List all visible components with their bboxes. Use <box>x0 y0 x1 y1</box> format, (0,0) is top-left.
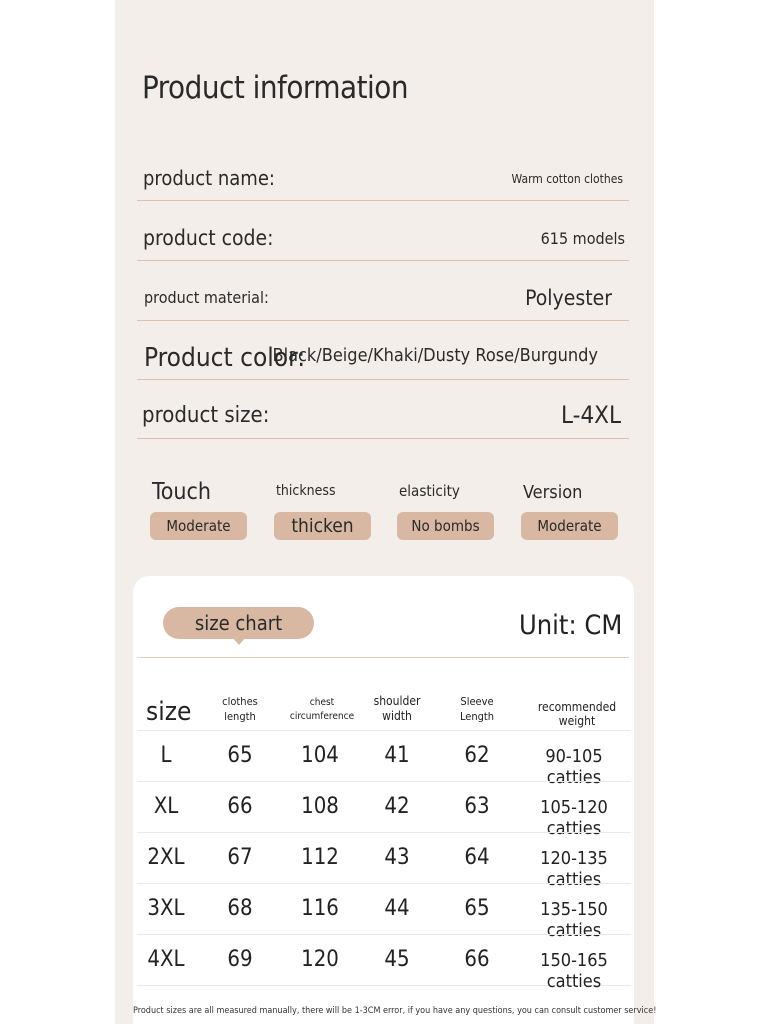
header-line: width <box>382 709 412 723</box>
header-line: circumference <box>289 711 355 722</box>
cell-size: XL <box>153 794 179 819</box>
cell-size: 3XL <box>147 896 185 921</box>
size-chart-title: size chart <box>163 607 314 639</box>
header-weight: recommended weight <box>537 700 617 728</box>
cell-length: 65 <box>227 743 253 768</box>
cell-sleeve: 66 <box>464 947 490 972</box>
field-value: 615 models <box>540 229 625 248</box>
cell-length: 68 <box>227 896 253 921</box>
cell-size: 4XL <box>147 947 185 972</box>
field-label: product name: <box>143 166 275 190</box>
measurement-footnote: Product sizes are all measured manually, there will be 1-3CM error, if you have any questions, you can consult customer service! <box>133 1006 657 1016</box>
attr-touch-badge: Moderate <box>150 512 247 540</box>
header-clothes-length <box>210 694 270 724</box>
cell-sleeve: 62 <box>464 743 490 768</box>
cell-shoulder: 45 <box>384 947 410 972</box>
cell-shoulder: 41 <box>384 743 410 768</box>
cell-length: 69 <box>227 947 253 972</box>
header-sleeve <box>447 694 507 724</box>
attr-elasticity-label: elasticity <box>399 482 460 500</box>
header-line: Sleeve <box>460 695 494 708</box>
attr-thickness-label: thickness <box>276 483 336 499</box>
header-size: size <box>146 697 192 727</box>
cell-size: 2XL <box>147 845 185 870</box>
header-line: chest <box>309 697 335 708</box>
cell-chest: 116 <box>301 896 339 921</box>
field-label: product code: <box>143 226 274 250</box>
cell-sleeve: 65 <box>464 896 490 921</box>
attr-version-label: Version <box>523 482 583 503</box>
cell-weight: 90-105 catties <box>545 746 603 788</box>
header-shoulder <box>367 694 427 724</box>
field-label: product size: <box>142 403 270 428</box>
field-row-name <box>137 162 629 201</box>
field-value: Warm cotton clothes <box>511 172 623 186</box>
field-row-size <box>137 400 629 439</box>
cell-weight: 105-120 catties <box>540 797 608 839</box>
page-title: Product information <box>142 70 409 106</box>
cell-shoulder: 43 <box>384 845 410 870</box>
field-value: Polyester <box>525 286 612 310</box>
cell-chest: 120 <box>301 947 339 972</box>
attr-thickness-badge: thicken <box>274 512 371 540</box>
table-row <box>137 781 631 839</box>
cell-chest: 112 <box>301 845 339 870</box>
field-value: Black/Beige/Khaki/Dusty Rose/Burgundy <box>272 345 598 366</box>
cell-length: 66 <box>227 794 253 819</box>
cell-size: L <box>160 743 172 768</box>
cell-weight: 120-135 catties <box>540 848 608 890</box>
field-label: Product color: <box>144 343 306 373</box>
attr-version-badge: Moderate <box>521 512 618 540</box>
unit-label: Unit: CM <box>519 610 623 641</box>
header-line: shoulder <box>373 694 421 708</box>
cell-length: 67 <box>227 845 253 870</box>
field-row-code <box>137 222 629 261</box>
divider <box>137 657 629 658</box>
cell-weight: 150-165 catties <box>540 950 608 992</box>
table-row <box>137 832 631 890</box>
header-line: length <box>224 710 256 723</box>
cell-chest: 104 <box>301 743 339 768</box>
cell-shoulder: 44 <box>384 896 410 921</box>
title-pointer <box>232 637 246 645</box>
field-label: product material: <box>144 288 269 307</box>
field-row-color <box>137 340 629 380</box>
field-value: L-4XL <box>561 401 621 429</box>
cell-chest: 108 <box>301 794 339 819</box>
table-row <box>137 730 631 788</box>
cell-sleeve: 64 <box>464 845 490 870</box>
cell-sleeve: 63 <box>464 794 490 819</box>
table-row <box>137 883 631 941</box>
header-chest <box>287 696 357 724</box>
attr-elasticity-badge: No bombs <box>397 512 494 540</box>
cell-shoulder: 42 <box>384 794 410 819</box>
table-row <box>137 934 631 992</box>
field-row-material <box>137 282 629 321</box>
header-line: clothes <box>222 695 258 708</box>
cell-weight: 135-150 catties <box>540 899 608 941</box>
header-line: Length <box>459 710 495 723</box>
attr-touch-label: Touch <box>152 479 211 505</box>
